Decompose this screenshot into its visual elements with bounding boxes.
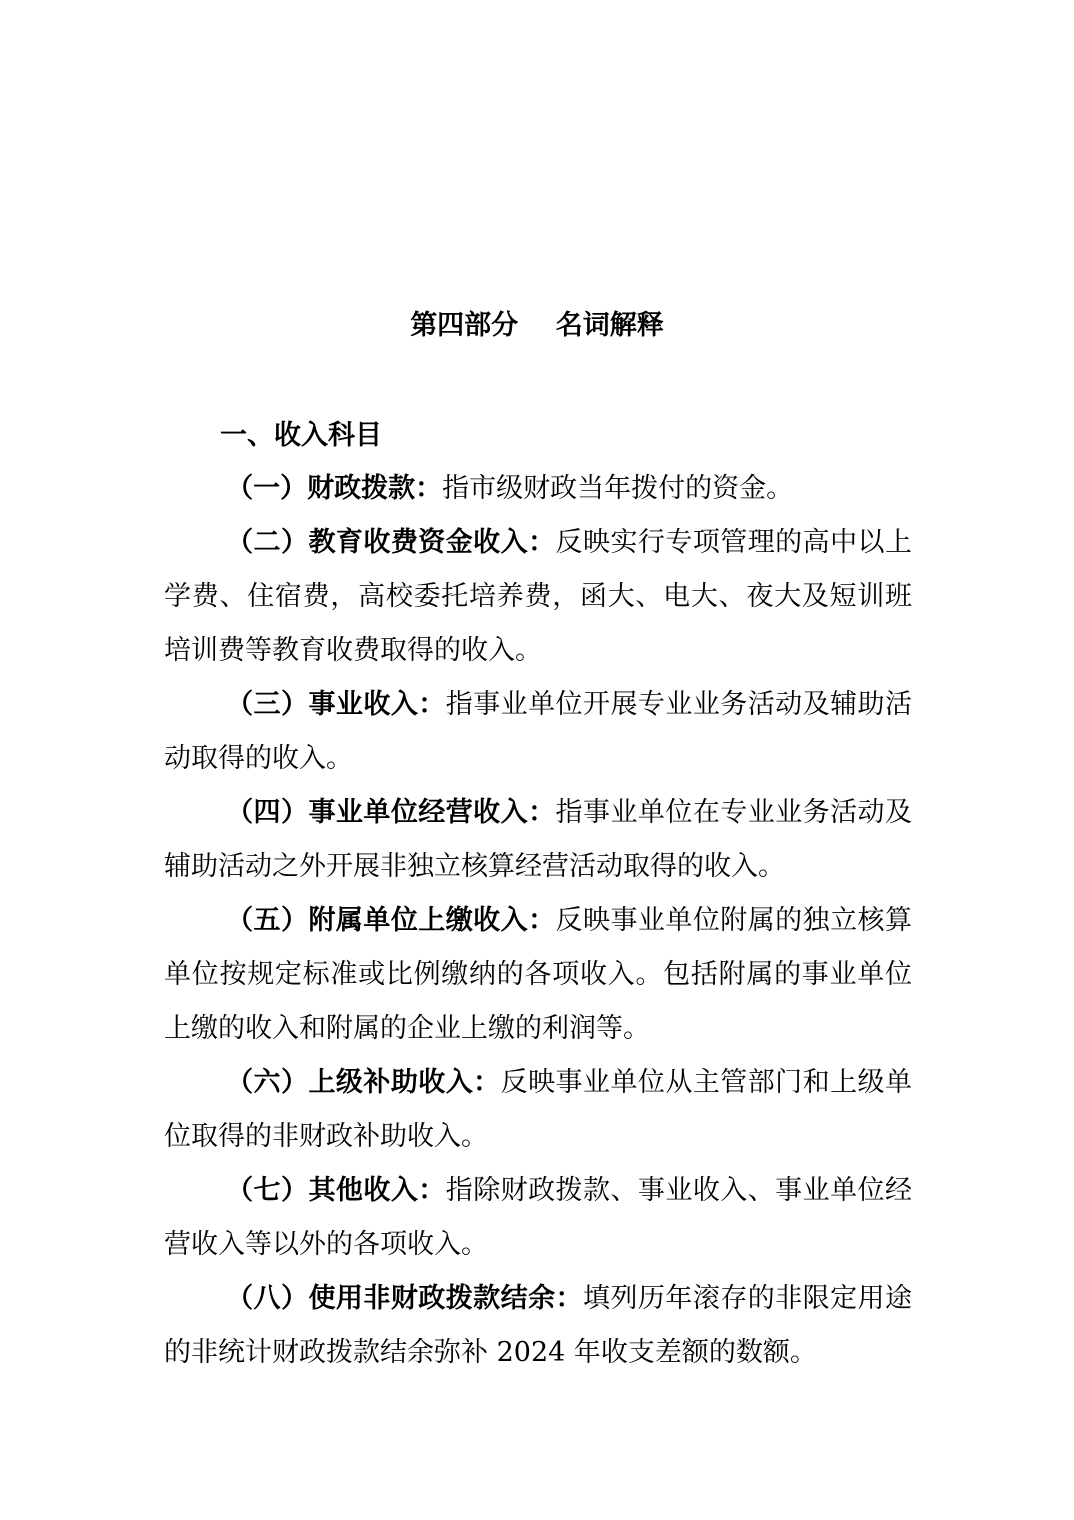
definition-paragraph [164, 1164, 912, 1272]
definition-paragraph [164, 678, 912, 786]
definition-paragraph [164, 786, 912, 894]
section-heading: 一、收入科目 [220, 420, 382, 451]
definition-text: 反映事业单位从主管部门和上级单位取得的非财政补助收入。 [164, 1067, 913, 1152]
definition-paragraph [164, 516, 912, 678]
definition-text: 填列历年滚存的非限定用途的非统计财政拨款结余弥补 2024 年收支差额的数额。 [164, 1283, 913, 1368]
definition-paragraph [164, 1272, 912, 1380]
definition-text: 指事业单位开展专业业务活动及辅助活动取得的收入。 [164, 689, 913, 774]
definition-text: 指事业单位在专业业务活动及辅助活动之外开展非独立核算经营活动取得的收入。 [164, 797, 912, 882]
definition-text: 反映事业单位附属的独立核算单位按规定标准或比例缴纳的各项收入。包括附属的事业单位上缴的收入和附属的企业上缴的利润等。 [164, 905, 912, 1044]
definition-term: （四）事业单位经营收入： [226, 797, 556, 828]
definition-text: 指除财政拨款、事业收入、事业单位经营收入等以外的各项收入。 [164, 1175, 913, 1260]
definition-term: （一）财政拨款： [226, 473, 443, 504]
definition-term: （五）附属单位上缴收入： [226, 905, 556, 936]
definition-term: （六）上级补助收入： [226, 1067, 501, 1098]
definition-term: （八）使用非财政拨款结余： [226, 1283, 584, 1314]
definition-term: （三）事业收入： [226, 689, 446, 720]
definition-paragraph [164, 1056, 912, 1164]
definition-text: 指市级财政当年拨付的资金。 [442, 473, 794, 504]
definition-paragraph [164, 462, 912, 516]
definition-term: （七）其他收入： [226, 1175, 446, 1206]
page-title: 第四部分 名词解释 [410, 310, 664, 341]
definition-term: （二）教育收费资金收入： [226, 527, 556, 558]
definitions-list [164, 462, 912, 1380]
definition-paragraph [164, 894, 912, 1056]
definition-text: 反映实行专项管理的高中以上学费、住宿费，高校委托培养费，函大、电大、夜大及短训班培训费等教育收费取得的收入。 [164, 527, 912, 666]
